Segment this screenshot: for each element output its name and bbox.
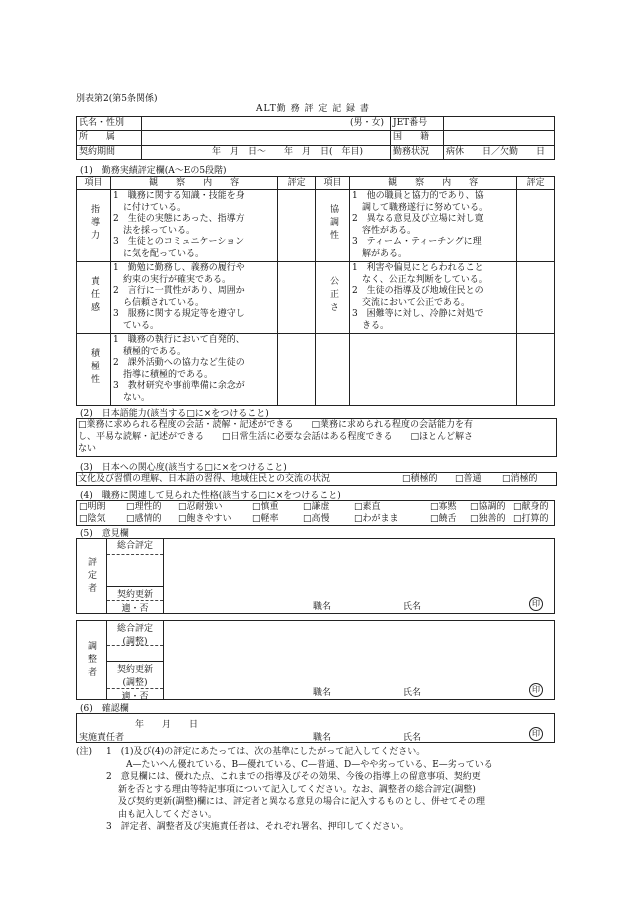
text-line: □慎重: [252, 502, 279, 512]
item-label: 責任感: [88, 276, 99, 315]
text-line: □軽率: [252, 514, 279, 524]
text-line: □忍耐強い: [178, 502, 223, 512]
adj-renewal-sub: (調整): [122, 678, 148, 688]
text-line: □明朗: [79, 502, 106, 512]
officer-post-label: 職名: [313, 733, 332, 743]
text-line: □積極的: [402, 474, 438, 484]
item-label: 指導力: [88, 204, 99, 243]
text-line: 3 生徒とのコミュニケーション: [112, 237, 245, 247]
adjuster-post-label: 職名: [313, 688, 332, 698]
text-line: (注): [76, 747, 93, 757]
form-reference: 別表第2(第5条関係): [76, 94, 158, 104]
text-line: 1 勤勉に勤務し、義務の履行や: [112, 263, 245, 273]
text-line: きる。: [361, 320, 389, 331]
adj-renewal-label: 契約更新: [116, 665, 153, 675]
rating-cell[interactable]: [517, 190, 555, 262]
text-line: 3 困難等に対し、冷静に対処で: [351, 309, 484, 319]
seal-icon: 印: [529, 683, 543, 697]
text-line: し、平易な読解・記述ができる □日常生活に必要な会話はある程度できる □ほとんど解さ: [78, 432, 474, 442]
confirm-date[interactable]: 年 月 日: [135, 720, 199, 730]
text-line: □独善的: [470, 514, 506, 524]
rating-cell[interactable]: [278, 334, 316, 406]
adj-renewal-choice[interactable]: 適・否: [107, 688, 163, 702]
text-line: □消極的: [502, 474, 538, 484]
text-line: 1 (1)及び(4)の評定にあたっては、次の基準にしたがって記入してください。: [106, 747, 426, 757]
text-line: □協調的: [470, 502, 506, 512]
text-line: 約束の実行が確実である。: [122, 274, 231, 285]
text-line: □寡黙: [430, 502, 457, 512]
adj-overall-label: 総合評定: [116, 624, 153, 634]
evaluator-block: [76, 538, 555, 614]
col-obs-right: 観 察 内 容: [349, 177, 516, 190]
text-line: 由も記入してください。: [118, 809, 218, 820]
text-line: 3 評定者、調整者及び実施責任者は、それぞれ署名、押印してください。: [106, 822, 409, 832]
text-line: □献身的: [513, 502, 549, 512]
japanese-ability-box[interactable]: [76, 418, 557, 457]
item-label: 公正さ: [327, 276, 338, 315]
sec5-title: (5) 意見欄: [80, 529, 129, 539]
text-line: 3 教材研究や事前準備に余念が: [112, 381, 245, 391]
text-line: □飽きやすい: [178, 514, 232, 524]
contract-field[interactable]: 年 月 日〜 年 月 日( 年目): [142, 145, 391, 159]
text-line: ない: [78, 444, 97, 454]
text-line: 2 意見欄には、優れた点、これまでの指導及びその効果、今後の指導上の留意事項、契約更: [106, 772, 481, 782]
jet-field[interactable]: [444, 117, 555, 131]
sec3-title: (3) 日本への関心度(該当する□に×をつけること): [80, 463, 287, 473]
contract-label: 契約期間: [77, 145, 142, 159]
col-rating-left: 評定: [278, 177, 316, 190]
col-rating-right: 評定: [517, 177, 555, 190]
text-line: □打算的: [513, 514, 549, 524]
obs-cell: [110, 334, 277, 406]
text-line: □理性的: [126, 502, 162, 512]
text-line: 容性がある。: [361, 225, 416, 236]
text-line: □陰気: [79, 514, 106, 524]
text-line: □わがまま: [354, 514, 399, 524]
performance-table: [76, 176, 555, 406]
interest-box[interactable]: [76, 472, 557, 486]
sec1-title: (1) 勤務実績評定欄(A〜Eの5段階): [80, 166, 227, 176]
item-label: 積極性: [88, 348, 99, 387]
text-line: 及び契約更新(調整)欄には、評定者と異なる意見の場合に記入するものとし、併せてその理: [118, 797, 486, 807]
text-line: 2 言行に一貫性があり、周囲か: [112, 286, 245, 296]
text-line: 1 職務に関する知識・技能を身: [112, 191, 245, 201]
text-line: A—たいへん優れている、B—優れている、C—普通、D—やや劣っている、E—劣っている: [126, 759, 493, 770]
evaluator-post-label: 職名: [313, 602, 332, 612]
text-line: □謙虚: [303, 502, 330, 512]
text-line: ない。: [122, 392, 150, 403]
text-line: 1 利害や偏見にとらわれること: [351, 263, 484, 273]
col-obs-left: 観 察 内 容: [110, 177, 277, 190]
affiliation-field[interactable]: [142, 131, 391, 145]
text-line: 3 ティーム・ティーチングに理: [351, 237, 482, 247]
text-line: □普通: [455, 474, 482, 484]
nationality-label: 国 籍: [391, 131, 444, 145]
col-item-left: 項目: [77, 177, 111, 190]
text-line: □感情的: [126, 514, 162, 524]
rating-cell[interactable]: [278, 190, 316, 262]
sec6-title: (6) 確認欄: [80, 704, 129, 714]
rating-cell[interactable]: [517, 262, 555, 334]
renewal-label: 契約更新: [116, 590, 153, 600]
text-line: □高慢: [303, 514, 330, 524]
text-line: □業務に求められる程度の会話・読解・記述ができる □業務に求められる程度の会話能力を有: [78, 420, 474, 430]
text-line: 文化及び習慣の理解、日本語の習得、地域住民との交流の状況: [78, 474, 331, 484]
evaluator-comment-field[interactable]: [167, 539, 547, 584]
text-line: 2 生徒の指導及び地域住民との: [351, 286, 484, 296]
confirmation-block[interactable]: [76, 713, 555, 743]
text-line: 新を否とする理由等特記事項について記入してください。なお、調整者の総合評定(調整): [118, 784, 476, 795]
col-item-right: 項目: [315, 177, 349, 190]
sec4-title: (4) 職務に関連して見られた性格(該当する□に×をつけること): [80, 491, 341, 501]
officer-name-label: 氏名: [403, 733, 422, 743]
text-line: 交流において公正である。: [361, 297, 470, 308]
seal-icon: 印: [529, 597, 543, 611]
text-line: 1 職務の執行において自発的、: [112, 335, 245, 345]
text-line: なく、公正な判断をしている。: [361, 274, 488, 285]
adj-overall-sub: (調整): [122, 637, 148, 647]
affiliation-label: 所 属: [77, 131, 142, 145]
text-line: 調して職務遂行に努めている。: [361, 202, 488, 213]
gender-field[interactable]: (男・女): [142, 117, 391, 131]
evaluator-name-label: 氏名: [403, 602, 422, 612]
text-line: 法を採っている。: [122, 225, 195, 236]
name-label: 氏名・性別: [77, 117, 142, 131]
text-line: 解がある。: [361, 248, 407, 259]
officer-label: 実施責任者: [79, 733, 125, 743]
text-line: 指導に積極的である。: [122, 369, 213, 380]
rating-cell[interactable]: [278, 262, 316, 334]
jet-label: JET番号: [391, 117, 444, 131]
info-table: [76, 116, 555, 160]
form-title: ALT勤 務 評 定 記 録 書: [256, 104, 370, 114]
obs-cell: [110, 190, 277, 262]
text-line: □饒舌: [430, 514, 457, 524]
adjuster-block: [76, 620, 555, 700]
seal-icon: 印: [529, 727, 543, 741]
text-line: 2 生徒の実態にあった、指導方: [112, 214, 245, 224]
adjuster-comment-field[interactable]: [167, 621, 547, 666]
item-label: 協調性: [327, 204, 338, 243]
renewal-choice[interactable]: 適・否: [107, 600, 163, 614]
text-line: に付けている。: [122, 202, 186, 213]
text-line: 2 異なる意見及び立場に対し寛: [351, 214, 484, 224]
text-line: ら信頼されている。: [122, 297, 204, 308]
obs-cell: [349, 262, 516, 334]
text-line: □素直: [354, 502, 381, 512]
overall-rating-label: 総合評定: [107, 539, 163, 555]
text-line: 2 課外活動への協力など生徒の: [112, 358, 245, 368]
text-line: に気を配っている。: [122, 248, 204, 259]
status-label: 勤務状況: [391, 145, 444, 159]
obs-cell: [349, 190, 516, 262]
text-line: 3 服務に関する規定等を遵守し: [112, 309, 245, 319]
text-line: ている。: [122, 320, 159, 331]
adjuster-name-label: 氏名: [403, 688, 422, 698]
evaluator-label: 評定者: [86, 556, 96, 596]
status-field[interactable]: 病休 日／欠勤 日: [444, 145, 555, 159]
obs-cell: [110, 262, 277, 334]
notes: [76, 746, 556, 834]
nationality-field[interactable]: [444, 131, 555, 145]
character-box[interactable]: [76, 500, 555, 526]
text-line: 積極的である。: [122, 346, 186, 357]
text-line: 1 他の職員と協力的であり、協: [351, 191, 484, 201]
sec2-title: (2) 日本語能力(該当する□に×をつけること): [80, 409, 269, 419]
adjuster-label: 調整者: [86, 640, 96, 680]
